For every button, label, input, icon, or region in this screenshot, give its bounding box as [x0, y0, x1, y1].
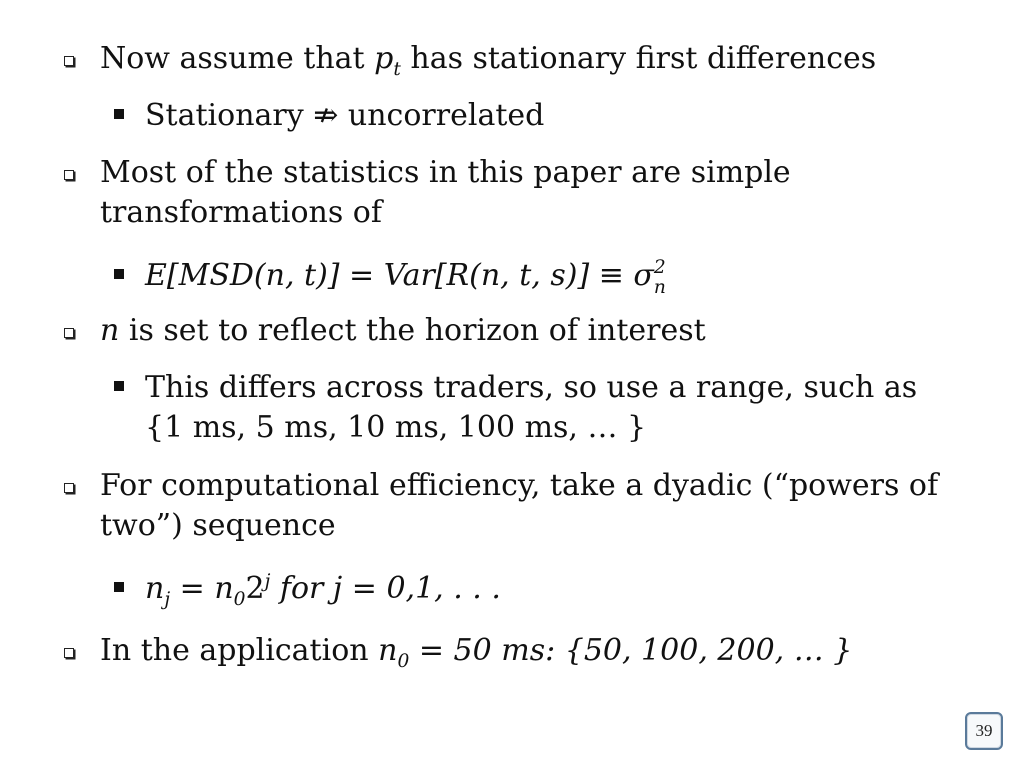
sub-bullet-msd-formula: E[MSD(n, t)] = Var[R(n, t, s)] ≡ σ 2 n: [145, 256, 672, 296]
filled-square-bullet-icon: [114, 582, 124, 592]
hollow-square-bullet-icon: [64, 483, 74, 493]
bullet-horizon: n is set to reflect the horizon of interest: [100, 311, 706, 351]
hollow-square-bullet-icon: [64, 648, 74, 658]
filled-square-bullet-icon: [114, 381, 124, 391]
bullet-statistics: Most of the statistics in this paper are simple transformations of: [100, 153, 791, 233]
bullet-dyadic: For computational efficiency, take a dyadic (“powers of two”) sequence: [100, 466, 938, 546]
bullet-stationary-differences: Now assume that $p_t$ has stationary first differences: [100, 39, 876, 79]
filled-square-bullet-icon: [114, 269, 124, 279]
page-number-badge: 39: [965, 712, 1003, 750]
filled-square-bullet-icon: [114, 109, 124, 119]
sub-bullet-range: This differs across traders, so use a range, such as {1 ms, 5 ms, 10 ms, 100 ms, … }: [145, 368, 917, 448]
sub-bullet-stationary-uncorrelated: Stationary ⇏ uncorrelated: [145, 96, 544, 136]
hollow-square-bullet-icon: [64, 328, 74, 338]
bullet-application: In the application $n_0 = 50$ ms: {50, 100, 200, … }: [100, 631, 852, 671]
hollow-square-bullet-icon: [64, 56, 74, 66]
sub-bullet-dyadic-formula: $n_j = n_02^j$ for j = 0,1, . . .: [145, 569, 501, 609]
hollow-square-bullet-icon: [64, 170, 74, 180]
